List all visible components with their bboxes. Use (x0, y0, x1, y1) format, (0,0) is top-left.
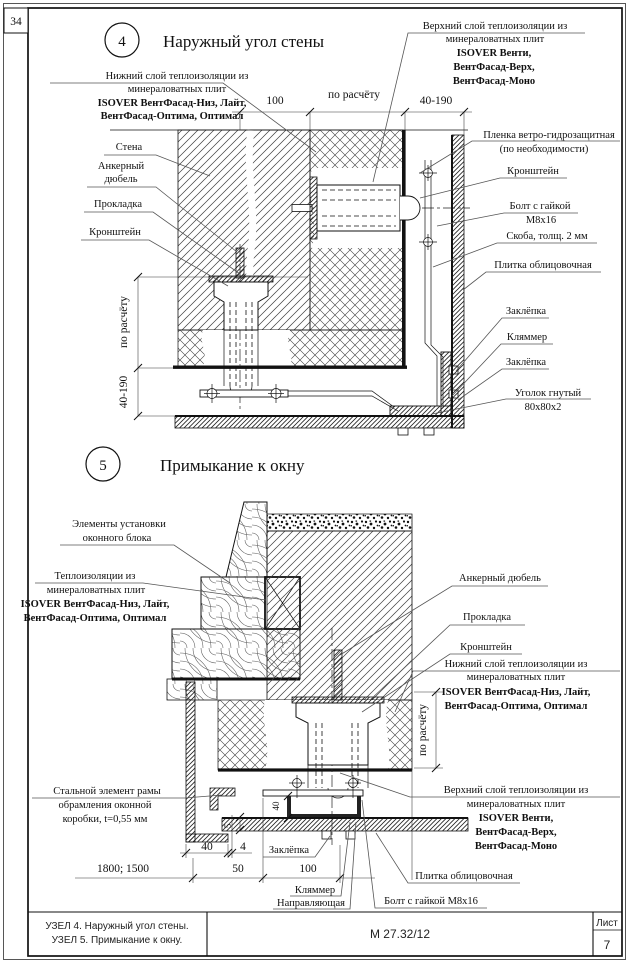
svg-text:ВентФасад-Моно: ВентФасад-Моно (452, 76, 536, 87)
svg-text:минераловатных плит: минераловатных плит (127, 84, 227, 95)
titleblock-desc2: УЗЕЛ 5. Примыкание к окну. (51, 935, 183, 946)
sheet-number: 7 (603, 938, 611, 952)
insulation-bold-line (218, 768, 412, 771)
svg-text:ВентФасад-Верх,: ВентФасад-Верх, (453, 62, 535, 73)
svg-text:Верхний слой теплоизоляции из: Верхний слой теплоизоляции из (422, 21, 568, 32)
rail-flange (263, 790, 363, 796)
svg-text:Стена: Стена (115, 142, 143, 153)
bottom-bold-line (173, 366, 407, 369)
svg-text:Пленка ветро-гидрозащитная: Пленка ветро-гидрозащитная (483, 130, 615, 141)
svg-text:минераловатных плит: минераловатных плит (466, 799, 566, 810)
rivet-leg2-5 (346, 831, 355, 839)
svg-text:ISOVER ВентФасад-Низ, Лайт,: ISOVER ВентФасад-Низ, Лайт, (441, 687, 591, 698)
dim-calc-v: по расчёту (118, 295, 130, 349)
svg-text:ISOVER ВентФасад-Низ, Лайт,: ISOVER ВентФасад-Низ, Лайт, (20, 599, 170, 610)
svg-text:Кляммер: Кляммер (506, 332, 548, 343)
wind-film-line (402, 130, 406, 368)
svg-text:Плитка облицовочная: Плитка облицовочная (415, 871, 513, 882)
bracket-notch (400, 196, 420, 220)
dim-1800-1500: 1800; 1500 (96, 863, 150, 875)
svg-text:ВентФасад-Верх,: ВентФасад-Верх, (475, 827, 557, 838)
svg-text:Кронштейн: Кронштейн (460, 642, 512, 653)
detail4-number: 4 (118, 34, 126, 50)
dim-40-190-v: 40-190 (118, 375, 130, 409)
sealant-band (267, 514, 412, 531)
svg-text:Прокладка: Прокладка (93, 199, 143, 210)
svg-text:Скоба, толщ. 2 мм: Скоба, толщ. 2 мм (506, 231, 588, 242)
svg-text:Заклёпка: Заклёпка (505, 357, 547, 368)
steel-vertical (186, 682, 195, 842)
detail4-title: Наружный угол стены (163, 32, 325, 51)
svg-text:Кронштейн: Кронштейн (507, 166, 559, 177)
svg-text:Верхний слой теплоизоляции из: Верхний слой теплоизоляции из (443, 785, 589, 796)
dim-v40: 40 (271, 801, 281, 811)
detail5-number: 5 (99, 458, 107, 474)
insulation-pocket2 (202, 330, 292, 366)
klyammer-leg1 (398, 428, 408, 435)
dim-calc-h: по расчёту (327, 89, 381, 101)
svg-text:ISOVER Венти,: ISOVER Венти, (456, 48, 532, 59)
svg-text:ВентФасад-Оптима, Оптимал: ВентФасад-Оптима, Оптимал (100, 111, 244, 122)
titleblock-desc1: УЗЕЛ 4. Наружный угол стены. (45, 921, 189, 932)
svg-text:Элементы установки: Элементы установки (72, 519, 166, 530)
tile-horizontal (175, 416, 464, 428)
svg-text:Теплоизоляции из: Теплоизоляции из (54, 571, 136, 582)
svg-text:(по необходимости): (по необходимости) (499, 144, 589, 155)
svg-text:Анкерный дюбель: Анкерный дюбель (459, 573, 541, 584)
dim-100: 100 (299, 863, 317, 875)
svg-text:Анкерный: Анкерный (97, 161, 145, 172)
svg-text:ISOVER Венти,: ISOVER Венти, (478, 813, 554, 824)
anchor-dowel-v (236, 248, 244, 278)
svg-text:Болт с гайкой: Болт с гайкой (509, 201, 571, 212)
tile-vertical (452, 135, 464, 428)
svg-text:ВентФасад-Моно: ВентФасад-Моно (474, 841, 558, 852)
sheet-label: Лист (596, 918, 618, 929)
svg-text:Уголок гнутый: Уголок гнутый (514, 388, 582, 399)
detail5-title: Примыкание к окну (160, 456, 305, 475)
dim-50: 50 (232, 863, 244, 875)
svg-text:Заклёпка: Заклёпка (505, 306, 547, 317)
klyammer-leg2 (424, 428, 434, 435)
dim-calc-5: по расчёту (417, 703, 429, 757)
rivet-leg1-5 (322, 831, 331, 839)
svg-text:дюбель: дюбель (104, 174, 138, 185)
bent-angle-horizontal-leg (390, 406, 451, 416)
window-frame-mid (201, 577, 265, 629)
svg-text:Плитка облицовочная: Плитка облицовочная (494, 260, 592, 271)
svg-text:минераловатных плит: минераловатных плит (466, 672, 566, 683)
dim-4: 4 (240, 841, 246, 853)
dim-100: 100 (266, 95, 284, 107)
svg-text:Прокладка: Прокладка (462, 612, 512, 623)
bracket-body (317, 185, 400, 231)
bracket-body-5 (296, 703, 380, 765)
svg-text:Нижний слой теплоизоляции из: Нижний слой теплоизоляции из (105, 71, 249, 82)
svg-text:Направляющая: Направляющая (277, 898, 345, 909)
page-number: 34 (10, 16, 22, 28)
svg-text:ВентФасад-Оптима, Оптимал: ВентФасад-Оптима, Оптимал (444, 701, 588, 712)
svg-text:Нижний слой теплоизоляции из: Нижний слой теплоизоляции из (444, 659, 588, 670)
svg-text:оконного блока: оконного блока (82, 533, 152, 544)
document-code: М 27.32/12 (369, 927, 431, 941)
anchor-dowel-h (292, 205, 312, 212)
tile-horizontal-5 (222, 818, 468, 831)
svg-text:ВентФасад-Оптима, Оптимал: ВентФасад-Оптима, Оптимал (23, 613, 167, 624)
svg-text:Болт с гайкой М8х16: Болт с гайкой М8х16 (384, 896, 478, 907)
svg-text:Кронштейн: Кронштейн (89, 227, 141, 238)
svg-text:ISOVER ВентФасад-Низ, Лайт,: ISOVER ВентФасад-Низ, Лайт, (97, 98, 247, 109)
gasket-plate (310, 177, 317, 239)
svg-text:М8х16: М8х16 (525, 215, 557, 226)
svg-text:Кляммер: Кляммер (294, 885, 336, 896)
dim-v5: 5 (223, 823, 233, 829)
dim-40: 40 (201, 841, 213, 853)
svg-text:Стальной элемент рамы: Стальной элемент рамы (53, 786, 161, 797)
svg-text:обрамления оконной: обрамления оконной (58, 800, 152, 811)
anchor-dowel-5 (334, 650, 342, 700)
svg-text:коробки, t=0,55 мм: коробки, t=0,55 мм (62, 814, 148, 825)
svg-text:80х80х2: 80х80х2 (524, 402, 562, 413)
dim-40-190-h: 40-190 (419, 95, 453, 107)
svg-text:Заклёпка: Заклёпка (268, 845, 310, 856)
svg-text:минераловатных плит: минераловатных плит (445, 34, 545, 45)
svg-text:минераловатных плит: минераловатных плит (46, 585, 146, 596)
